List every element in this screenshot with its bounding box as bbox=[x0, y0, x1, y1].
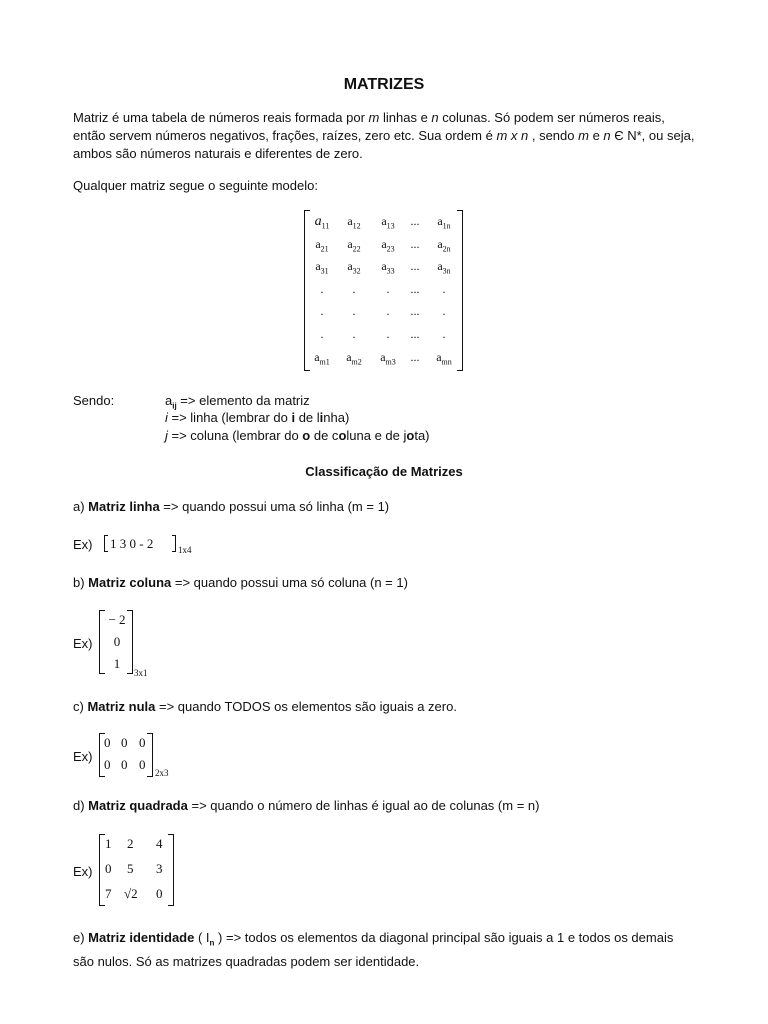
matrix-cell: $a_{31}$ bbox=[315, 259, 329, 276]
matrix-cell: . bbox=[386, 327, 390, 341]
matrix-cell: . bbox=[320, 327, 324, 341]
matrix-cell: . bbox=[352, 304, 356, 319]
sendo-line-1 bbox=[165, 393, 310, 411]
matrix-cell: $a_{mn}$ bbox=[436, 349, 452, 366]
sendo-line-3 bbox=[165, 428, 430, 443]
intro-text: linhas e bbox=[379, 110, 432, 125]
left-bracket bbox=[104, 535, 108, 552]
item-prefix: c) bbox=[73, 699, 88, 714]
matrix-cell: . bbox=[442, 327, 446, 341]
sendo-text: => coluna (lembrar do bbox=[167, 428, 303, 443]
matrix-cell: 0 bbox=[121, 757, 128, 772]
matrix-cell: − 2 bbox=[108, 612, 126, 627]
matrix-cell: ... bbox=[410, 236, 420, 251]
ex-c-label: Ex) bbox=[73, 749, 93, 764]
square-matrix bbox=[99, 834, 174, 906]
matrix-cell: ... bbox=[410, 327, 420, 341]
matrix-cell: . bbox=[442, 281, 446, 296]
bold-letter: i bbox=[291, 410, 296, 425]
item-prefix: a) bbox=[73, 499, 89, 514]
matrix-cell: . bbox=[386, 281, 390, 296]
identity-symbol: ) bbox=[214, 930, 223, 945]
section-title: Classificação de Matrizes bbox=[305, 464, 463, 479]
item-b bbox=[73, 575, 408, 590]
matrix-cell: 1 bbox=[113, 656, 121, 671]
item-prefix: e) bbox=[73, 930, 89, 945]
row-matrix bbox=[104, 535, 176, 552]
var-n: n bbox=[603, 128, 611, 143]
bold-letter: o bbox=[302, 428, 311, 443]
item-e bbox=[73, 929, 688, 971]
matrix-cell: $a_{1n}$ bbox=[437, 214, 451, 231]
right-bracket bbox=[168, 834, 174, 906]
matrix-cell: $a_{m1}$ bbox=[314, 349, 330, 366]
item-desc: => quando TODOS os elementos são iguais a zero. bbox=[155, 699, 457, 714]
matrix-cell: 0 bbox=[139, 757, 146, 772]
intro-text: e bbox=[588, 128, 604, 143]
matrix-size: 3x1 bbox=[134, 668, 148, 678]
sendo-text: => elemento da matriz bbox=[176, 393, 310, 408]
matrix-size: 1x4 bbox=[178, 545, 192, 555]
var-j: j bbox=[165, 428, 168, 443]
matrix-cell: 0 bbox=[104, 735, 111, 750]
row-matrix-values: 1 3 0 - 2 bbox=[110, 536, 154, 551]
matrix-cell: 5 bbox=[127, 861, 134, 876]
elem-subscript: ij bbox=[172, 401, 177, 411]
matrix-cell: 2 bbox=[127, 836, 134, 851]
sendo-text: de l bbox=[295, 410, 320, 425]
null-matrix bbox=[99, 733, 153, 777]
item-c bbox=[73, 699, 457, 714]
matrix-cell: 0 bbox=[121, 735, 128, 750]
matrix-cell: 0 bbox=[156, 886, 163, 901]
ex-a-label: Ex) bbox=[73, 537, 93, 552]
matrix-cell: $a_{33}$ bbox=[381, 259, 395, 276]
intro-text: Matriz é uma tabela de números reais formada por bbox=[73, 110, 369, 125]
matrix-cell: $a_{m2}$ bbox=[346, 349, 362, 366]
matrix-cell: 3 bbox=[156, 861, 163, 876]
intro-paragraph bbox=[73, 109, 698, 163]
matrix-cell: ... bbox=[410, 304, 420, 319]
right-bracket bbox=[172, 535, 176, 552]
var-m: m bbox=[578, 128, 589, 143]
general-matrix bbox=[304, 210, 463, 371]
matrix-cell: ... bbox=[410, 349, 420, 364]
identity-subscript: n bbox=[209, 938, 215, 948]
item-name: Matriz identidade bbox=[88, 930, 195, 945]
column-matrix bbox=[99, 610, 133, 674]
matrix-cell: $a_{11}$ bbox=[314, 214, 330, 231]
item-a bbox=[73, 499, 389, 514]
matrix-cell: . bbox=[352, 327, 356, 341]
matrix-cell: . bbox=[320, 304, 324, 319]
bold-letter: o bbox=[406, 428, 415, 443]
matrix-cell: . bbox=[352, 281, 356, 296]
ex-d-label: Ex) bbox=[73, 864, 93, 879]
item-desc: => quando possui uma só coluna (n = 1) bbox=[171, 575, 408, 590]
bold-letter: i bbox=[319, 410, 324, 425]
matrix-cell: $a_{32}$ bbox=[347, 259, 361, 276]
item-desc: => todos os elementos da diagonal principal são iguais a 1 e todos os demais são nulos. Só as matrizes quadradas podem ser identidade. bbox=[73, 930, 674, 969]
sendo-text: ta) bbox=[414, 428, 430, 443]
sendo-text: luna e de j bbox=[346, 428, 407, 443]
matrix-cell: ... bbox=[410, 214, 420, 228]
matrix-cell: 0 bbox=[105, 861, 112, 876]
var-n: n bbox=[431, 110, 439, 125]
matrix-cell: $a_{12}$ bbox=[347, 214, 361, 231]
sendo-text: de c bbox=[310, 428, 339, 443]
model-sentence: Qualquer matriz segue o seguinte modelo: bbox=[73, 178, 318, 193]
matrix-cell: $a_{m3}$ bbox=[380, 349, 396, 366]
sendo-label: Sendo: bbox=[73, 393, 115, 408]
matrix-size: 2x3 bbox=[155, 768, 169, 778]
sendo-line-2 bbox=[165, 410, 349, 425]
order-mxn: m x n bbox=[496, 128, 529, 143]
item-name: Matriz linha bbox=[88, 499, 160, 514]
item-prefix: b) bbox=[73, 575, 89, 590]
item-desc: => quando o número de linhas é igual ao de colunas (m = n) bbox=[187, 798, 540, 813]
item-name: Matriz nula bbox=[87, 699, 156, 714]
matrix-cell: 0 bbox=[113, 634, 121, 649]
matrix-cell: 7 bbox=[105, 886, 112, 901]
matrix-cell: $a_{2n}$ bbox=[437, 236, 451, 253]
matrix-cell: $a_{22}$ bbox=[347, 236, 361, 253]
intro-text: colunas. Só podem ser números reais, então servem números negativos, frações, raízes, zero etc. Sua ordem é bbox=[73, 110, 665, 143]
matrix-cell: ... bbox=[410, 281, 420, 296]
matrix-cell: . bbox=[386, 304, 390, 319]
identity-symbol: ( I bbox=[194, 930, 210, 945]
matrix-cell: $a_{21}$ bbox=[315, 236, 329, 253]
matrix-cell: 1 bbox=[105, 836, 112, 851]
item-name: Matriz quadrada bbox=[88, 798, 188, 813]
matrix-cell: 4 bbox=[156, 836, 163, 851]
ex-b-label: Ex) bbox=[73, 636, 93, 651]
matrix-cell: $a_{13}$ bbox=[381, 214, 395, 231]
matrix-cell: $a_{23}$ bbox=[381, 236, 395, 253]
matrix-cell: $a_{3n}$ bbox=[437, 259, 451, 276]
page-title: MATRIZES bbox=[343, 76, 425, 93]
matrix-cell: ... bbox=[410, 259, 420, 274]
matrix-cell: 0 bbox=[139, 735, 146, 750]
elem-a: a bbox=[165, 393, 173, 408]
var-m: m bbox=[368, 110, 380, 125]
matrix-cell: . bbox=[442, 304, 446, 319]
item-prefix: d) bbox=[73, 798, 89, 813]
item-d bbox=[73, 798, 539, 813]
sendo-text: nha) bbox=[323, 410, 350, 425]
intro-text: , sendo bbox=[528, 128, 579, 143]
bold-letter: o bbox=[338, 428, 347, 443]
matrix-cell: 0 bbox=[104, 757, 111, 772]
matrix-cell: . bbox=[320, 281, 324, 296]
item-name: Matriz coluna bbox=[88, 575, 172, 590]
item-desc: => quando possui uma só linha (m = 1) bbox=[159, 499, 390, 514]
intro-text: Є N*, ou seja, ambos são números naturais e diferentes de zero. bbox=[73, 128, 695, 161]
sendo-text: => linha (lembrar do bbox=[167, 410, 292, 425]
right-bracket bbox=[147, 733, 153, 777]
matrix-cell: √2 bbox=[124, 886, 138, 901]
var-i: i bbox=[165, 410, 168, 425]
